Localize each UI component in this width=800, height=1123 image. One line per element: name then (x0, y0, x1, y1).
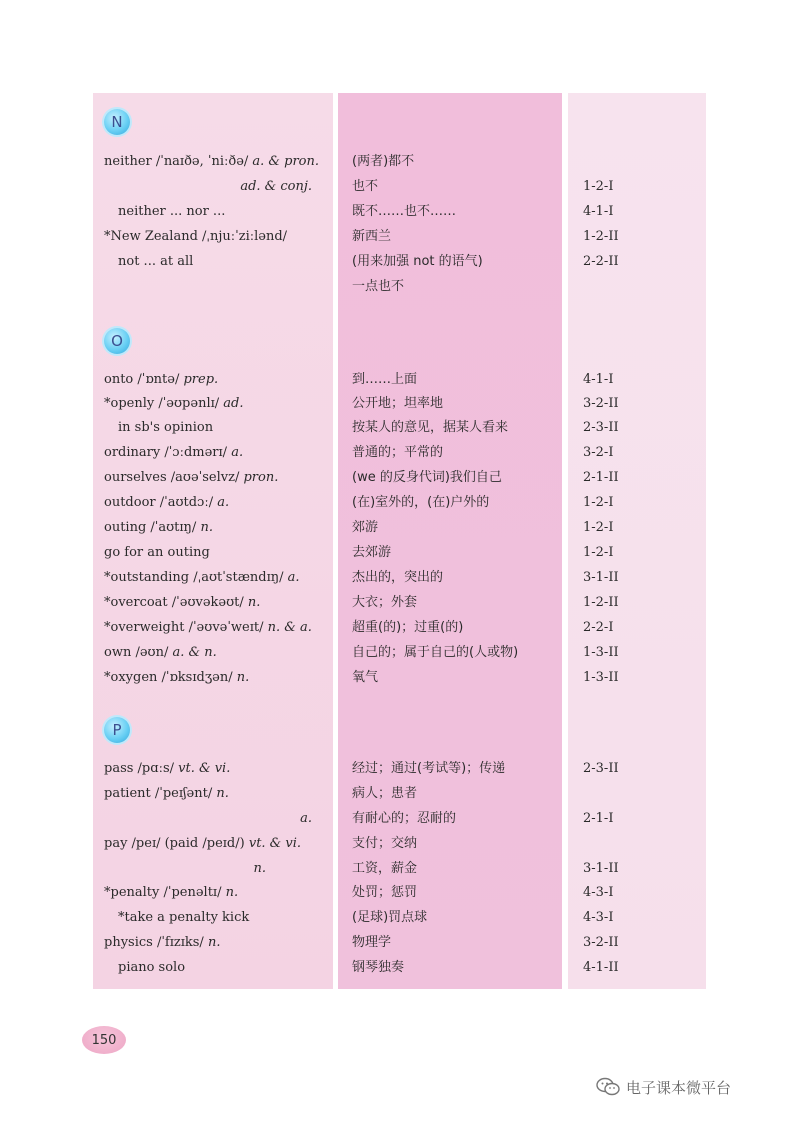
entry-reference: 1-2-II (583, 229, 619, 244)
entry-meaning: 氧气 (352, 670, 379, 685)
entry-row (0, 857, 800, 881)
entry-meaning: 超重(的)；过重(的) (352, 620, 464, 635)
entry-reference: 3-2-I (583, 445, 614, 460)
entry-row (0, 516, 800, 540)
entry-row (0, 616, 800, 640)
entry-reference: 4-1-I (583, 372, 614, 387)
part-of-speech: a. (217, 495, 230, 510)
entry-meaning: 郊游 (352, 520, 379, 535)
headword: neither /ˈnaɪðə, ˈniːðə/ (104, 154, 249, 169)
part-of-speech: ad. & conj. (240, 179, 312, 194)
part-of-speech: n. (236, 670, 250, 685)
entry-row (0, 832, 800, 856)
part-of-speech: a. & n. (172, 645, 217, 660)
entry-row (0, 956, 800, 980)
part-of-speech: ad. (223, 396, 244, 411)
entry-reference: 1-3-II (583, 670, 619, 685)
entry-meaning: (足球)罚点球 (352, 910, 428, 925)
entry-reference: 1-2-II (583, 595, 619, 610)
entry-word (104, 150, 336, 174)
entry-meaning: 一点也不 (352, 279, 405, 294)
entry-meaning: 处罚；惩罚 (352, 885, 418, 900)
watermark (596, 1075, 731, 1099)
entry-row (0, 641, 800, 665)
section-letter: O (111, 332, 123, 350)
entry-row (0, 175, 800, 199)
entry-reference: 2-3-II (583, 761, 619, 776)
part-of-speech: n. (200, 520, 213, 535)
entry-meaning: 有耐心的；忍耐的 (352, 811, 457, 826)
entry-reference: 1-3-II (583, 645, 619, 660)
entry-row (0, 566, 800, 590)
entry-row (0, 392, 800, 416)
part-of-speech: vt. & vi. (178, 761, 231, 776)
phrase: piano solo (118, 960, 186, 975)
entry-meaning: (两者)都不 (352, 154, 415, 169)
entry-meaning: 按某人的意见，据某人看来 (352, 420, 509, 435)
entry-row (0, 368, 800, 392)
phrase: not ... at all (118, 254, 194, 269)
section-letter: P (112, 721, 122, 739)
entry-row (0, 250, 800, 274)
headword: *penalty /ˈpenəltɪ/ (104, 885, 222, 900)
entry-row (0, 466, 800, 490)
entry-meaning: 到……上面 (352, 372, 418, 387)
headword: physics /ˈfɪzɪks/ (104, 935, 204, 950)
part-of-speech: n. (216, 786, 229, 801)
section-letter: N (111, 113, 123, 131)
page-number (82, 1026, 126, 1054)
phrase: go for an outing (104, 545, 210, 560)
part-of-speech: n. (253, 861, 266, 876)
part-of-speech: n. (247, 595, 261, 610)
entry-reference: 4-3-I (583, 885, 614, 900)
headword: outing /ˈaʊtɪŋ/ (104, 520, 197, 535)
page-number-text: 150 (91, 1032, 117, 1048)
part-of-speech: n. (225, 885, 239, 900)
part-of-speech: a. (231, 445, 244, 460)
entry-reference: 1-2-I (583, 495, 614, 510)
entry-meaning: 大衣；外套 (352, 595, 418, 610)
headword: own /əʊn/ (104, 645, 169, 660)
entry-meaning: 杰出的，突出的 (352, 570, 444, 585)
entry-reference: 4-1-II (583, 960, 619, 975)
entry-row (0, 906, 800, 930)
entry-row (0, 150, 800, 174)
entry-row (0, 807, 800, 831)
headword: ourselves /aʊəˈselvz/ (104, 470, 240, 485)
entry-meaning: 普通的；平常的 (352, 445, 444, 460)
entry-reference: 3-2-II (583, 396, 619, 411)
headword: outdoor /ˈaʊtdɔː/ (104, 495, 214, 510)
part-of-speech: a. (300, 811, 312, 826)
headword: pay /peɪ/ (paid /peɪd/) (104, 836, 245, 851)
part-of-speech: vt. & vi. (248, 836, 302, 851)
entry-meaning: (we 的反身代词)我们自己 (352, 470, 502, 485)
entry-meaning: 公开地；坦率地 (352, 396, 444, 411)
headword: *outstanding /ˌaʊtˈstændɪŋ/ (104, 570, 284, 585)
entry-meaning: 经过；通过(考试等)；传递 (352, 761, 506, 776)
entry-meaning: 工资，薪金 (352, 861, 418, 876)
entry-meaning: 自己的；属于自己的(人或物) (352, 645, 519, 660)
entry-reference: 2-1-II (583, 470, 619, 485)
part-of-speech: prep. (183, 372, 219, 387)
headword: onto /ˈɒntə/ (104, 372, 180, 387)
headword: *overcoat /ˈəʊvəkəʊt/ (104, 595, 244, 610)
entry-meaning: 既不……也不…… (352, 204, 457, 219)
entry-reference: 1-2-I (583, 179, 614, 194)
entry-meaning: 物理学 (352, 935, 392, 950)
part-of-speech: n. & a. (267, 620, 312, 635)
entry-row (0, 591, 800, 615)
entry-row (0, 416, 800, 440)
entry-reference: 2-1-I (583, 811, 614, 826)
headword: pass /pɑːs/ (104, 761, 175, 776)
entry-reference: 3-1-II (583, 570, 619, 585)
headword: ordinary /ˈɔːdmərɪ/ (104, 445, 228, 460)
section-badge-p (104, 717, 130, 743)
phrase: *take a penalty kick (118, 910, 250, 925)
entry-reference: 2-2-II (583, 254, 619, 269)
part-of-speech: pron. (243, 470, 279, 485)
headword: *openly /ˈəʊpənlɪ/ (104, 396, 220, 411)
entry-row (0, 200, 800, 224)
watermark-text: 电子课本微平台 (626, 1078, 732, 1097)
entry-row (0, 225, 800, 249)
entry-meaning: 支付；交纳 (352, 836, 418, 851)
entry-row (0, 666, 800, 690)
entry-meaning: 也不 (352, 179, 379, 194)
entry-reference: 2-3-II (583, 420, 619, 435)
entry-row (0, 275, 800, 299)
part-of-speech: a. & pron. (252, 154, 319, 169)
entry-meaning: (用来加强 not 的语气) (352, 254, 483, 269)
entry-reference: 2-2-I (583, 620, 614, 635)
entry-reference: 1-2-I (583, 520, 614, 535)
headword: patient /ˈpeɪʃənt/ (104, 786, 213, 801)
phrase: in sb's opinion (118, 420, 214, 435)
entry-meaning: 病人；患者 (352, 786, 418, 801)
part-of-speech: n. (207, 935, 221, 950)
entry-row (0, 931, 800, 955)
entry-meaning: 新西兰 (352, 229, 392, 244)
entry-meaning: 去郊游 (352, 545, 392, 560)
entry-reference: 3-2-II (583, 935, 619, 950)
part-of-speech: a. (287, 570, 300, 585)
entry-reference: 1-2-I (583, 545, 614, 560)
entry-meaning: 钢琴独奏 (352, 960, 405, 975)
entry-row (0, 782, 800, 806)
entry-reference: 4-1-I (583, 204, 614, 219)
section-badge-o (104, 328, 130, 354)
entry-row (0, 541, 800, 565)
wechat-icon (596, 1077, 620, 1097)
entry-row (0, 441, 800, 465)
headword: *oxygen /ˈɒksɪdʒən/ (104, 670, 233, 685)
headword: *overweight /ˈəʊvəˈweɪt/ (104, 620, 264, 635)
entry-row (0, 491, 800, 515)
entry-row (0, 881, 800, 905)
entry-reference: 3-1-II (583, 861, 619, 876)
entry-meaning: (在)室外的，(在)户外的 (352, 495, 490, 510)
entry-row (0, 757, 800, 781)
section-badge-n (104, 109, 130, 135)
phrase: neither ... nor ... (118, 204, 226, 219)
entry-reference: 4-3-I (583, 910, 614, 925)
headword: *New Zealand /ˌnjuːˈziːlənd/ (104, 229, 288, 244)
